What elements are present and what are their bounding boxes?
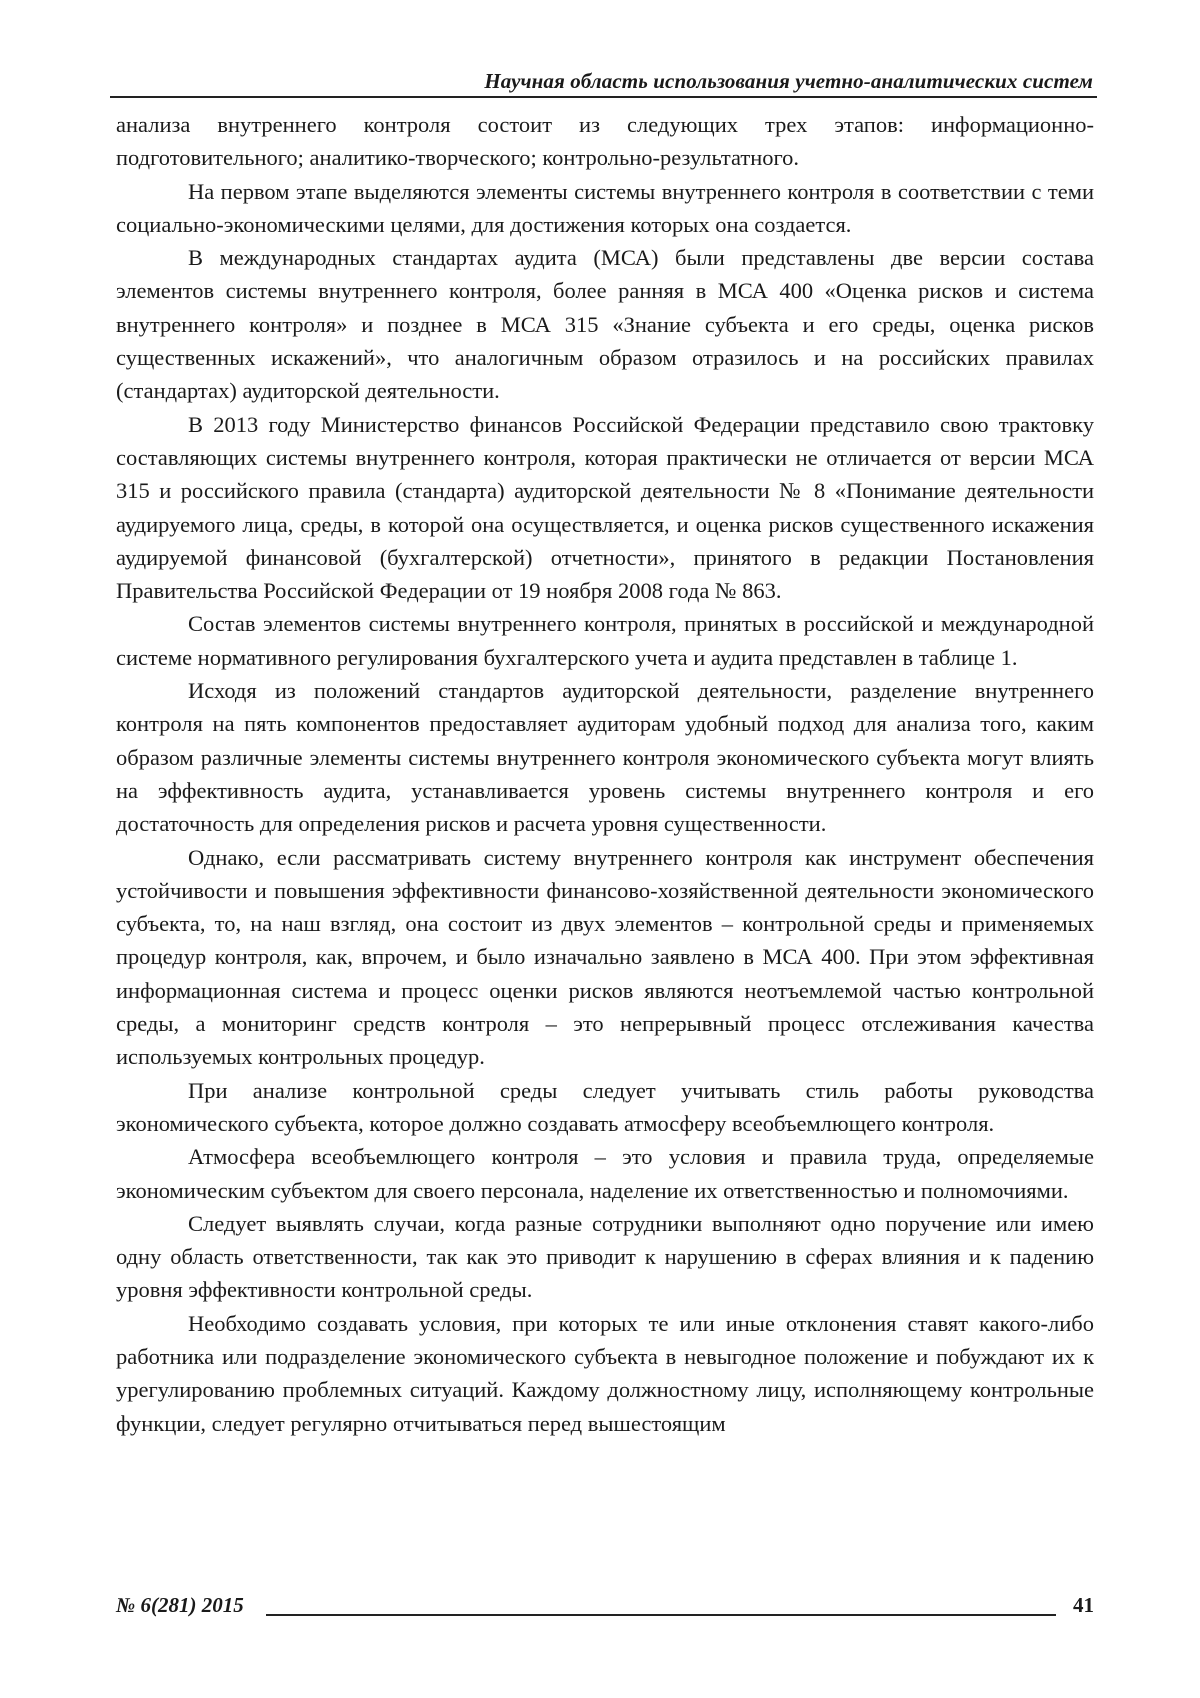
page-footer [116, 1593, 1094, 1625]
running-header-title: Научная область использования учетно-аналитических систем [118, 68, 1093, 94]
article-body [116, 108, 1094, 1440]
paragraph-1: анализа внутреннего контроля состоит из следующих трех этапов: информационно-подготовительного; аналитико-творческого; контрольно-результатного. [116, 108, 1094, 175]
paragraph-9: Атмосфера всеобъемлющего контроля – это условия и правила труда, определяемые экономическим субъектом для своего персонала, наделение их ответственностью и полномочиями. [116, 1140, 1094, 1207]
paragraph-10: Следует выявлять случаи, когда разные сотрудники выполняют одно поручение или имею одну область ответственности, так как это приводит к нарушению в сферах влияния и к падению уровня эффективности контрольной среды. [116, 1207, 1094, 1307]
journal-page [0, 0, 1200, 1698]
header-rule [110, 96, 1097, 98]
paragraph-7: Однако, если рассматривать систему внутреннего контроля как инструмент обеспечения устойчивости и повышения эффективности финансово-хозяйственной деятельности экономического субъекта, то, на наш взгляд, она состоит из двух элементов – контрольной среды и применяемых процедур контроля, как, впрочем, и было изначально заявлено в МСА 400. При этом эффективная информационная система и процесс оценки рисков являются неотъемлемой частью контрольной среды, а мониторинг средств контроля – это непрерывный процесс отслеживания качества используемых контрольных процедур. [116, 841, 1094, 1074]
paragraph-8: При анализе контрольной среды следует учитывать стиль работы руководства экономического субъекта, которое должно создавать атмосферу всеобъемлющего контроля. [116, 1074, 1094, 1141]
paragraph-6: Исходя из положений стандартов аудиторской деятельности, разделение внутреннего контроля на пять компонентов предоставляет аудиторам удобный подход для анализа того, каким образом различные элементы системы внутреннего контроля экономического субъекта могут влиять на эффективность аудита, устанавливается уровень системы внутреннего контроля и его достаточность для определения рисков и расчета уровня существенности. [116, 674, 1094, 840]
page-number: 41 [1073, 1593, 1094, 1618]
paragraph-4: В 2013 году Министерство финансов Российской Федерации представило свою трактовку составляющих системы внутреннего контроля, которая практически не отличается от версии МСА 315 и российского правила (стандарта) аудиторской деятельности № 8 «Понимание деятельности аудируемого лица, среды, в которой она осуществляется, и оценка рисков существенного искажения аудируемой финансовой (бухгалтерской) отчетности», принятого в редакции Постановления Правительства Российской Федерации от 19 ноября 2008 года № 863. [116, 408, 1094, 608]
issue-number: № 6(281) 2015 [116, 1593, 244, 1618]
paragraph-5: Состав элементов системы внутреннего контроля, принятых в российской и международной системе нормативного регулирования бухгалтерского учета и аудита представлен в таблице 1. [116, 607, 1094, 674]
paragraph-11: Необходимо создавать условия, при которых те или иные отклонения ставят какого-либо работника или подразделение экономического субъекта в невыгодное положение и побуждают их к урегулированию проблемных ситуаций. Каждому должностному лицу, исполняющему контрольные функции, следует регулярно отчитываться перед вышестоящим [116, 1307, 1094, 1440]
paragraph-2: На первом этапе выделяются элементы системы внутреннего контроля в соответствии с теми социально-экономическими целями, для достижения которых она создается. [116, 175, 1094, 242]
footer-rule [266, 1614, 1056, 1616]
paragraph-3: В международных стандартах аудита (МСА) были представлены две версии состава элементов системы внутреннего контроля, более ранняя в МСА 400 «Оценка рисков и система внутреннего контроля» и позднее в МСА 315 «Знание субъекта и его среды, оценка рисков существенных искажений», что аналогичным образом отразилось и на российских правилах (стандартах) аудиторской деятельности. [116, 241, 1094, 407]
